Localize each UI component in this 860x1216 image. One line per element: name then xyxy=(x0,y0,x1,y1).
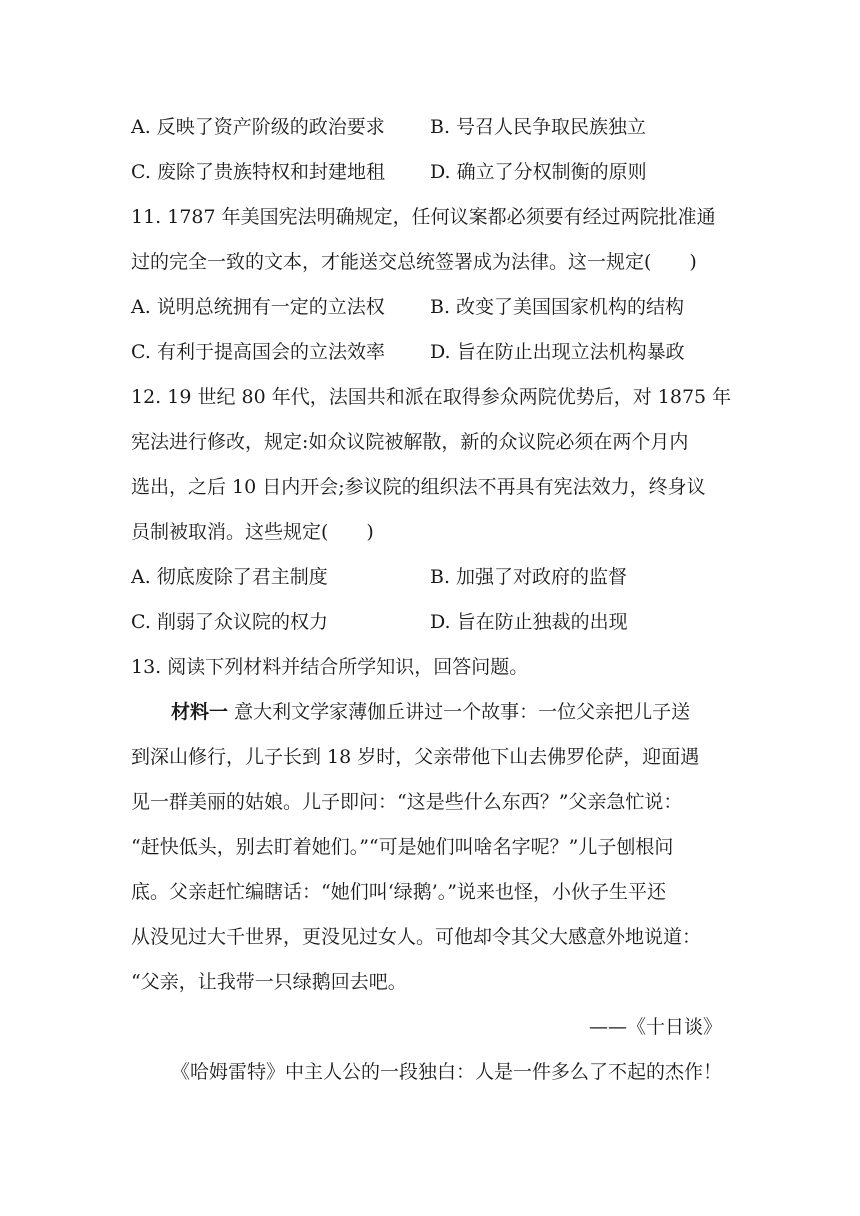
material-text: 意大利文学家薄伽丘讲过一个故事：一位父亲把儿子送 xyxy=(234,701,691,723)
q12-option-a: A. 彻底废除了君主制度 xyxy=(131,566,328,588)
q10-option-b: B. 号召人民争取民族独立 xyxy=(430,116,647,138)
material-label: 材料一 xyxy=(171,701,229,723)
q10-option-d: D. 确立了分权制衡的原则 xyxy=(430,161,647,183)
q13-material-1-line-5: 底。父亲赶忙编瞎话：“她们叫‘绿鹅’。”说来也怪，小伙子生平还 xyxy=(131,881,667,903)
q13-material-1-line-4: “赶快低头，别去盯着她们。”“可是她们叫啥名字呢？”儿子刨根问 xyxy=(131,836,674,858)
q12-stem-line-1: 12. 19 世纪 80 年代，法国共和派在取得参众两院优势后，对 1875 年 xyxy=(131,386,732,408)
q11-option-a: A. 说明总统拥有一定的立法权 xyxy=(131,296,385,318)
q10-option-a: A. 反映了资产阶级的政治要求 xyxy=(131,116,385,138)
q13-material-1-line-7: “父亲，让我带一只绿鹅回去吧。 xyxy=(131,971,407,993)
q12-option-b: B. 加强了对政府的监督 xyxy=(430,566,628,588)
q13-material-1-line-6: 从没见过大千世界，更没见过女人。可他却令其父大感意外地说道： xyxy=(131,926,702,948)
q13-material-1-line-2: 到深山修行，儿子长到 18 岁时，父亲带他下山去佛罗伦萨，迎面遇 xyxy=(131,746,700,768)
q13-material-1-line-3: 见一群美丽的姑娘。儿子即问：“这是些什么东西？”父亲急忙说： xyxy=(131,791,683,813)
q10-option-c: C. 废除了贵族特权和封建地租 xyxy=(131,161,385,183)
q12-stem-line-2: 宪法进行修改，规定:如众议院被解散，新的众议院必须在两个月内 xyxy=(131,431,689,453)
q11-stem-line-1: 11. 1787 年美国宪法明确规定，任何议案都必须要有经过两院批准通 xyxy=(131,206,716,228)
q11-option-c: C. 有利于提高国会的立法效率 xyxy=(131,341,385,363)
q13-material-1-source: ——《十日谈》 xyxy=(588,1016,722,1038)
q11-stem-line-2: 过的完全一致的文本，才能送交总统签署成为法律。这一规定( ) xyxy=(131,251,697,273)
q12-stem-line-3: 选出，之后 10 日内开会;参议院的组织法不再具有宪法效力，终身议 xyxy=(131,476,706,498)
q13-stem: 13. 阅读下列材料并结合所学知识，回答问题。 xyxy=(131,656,529,678)
q11-option-d: D. 旨在防止出现立法机构暴政 xyxy=(430,341,685,363)
q12-stem-line-4: 员制被取消。这些规定( ) xyxy=(131,521,374,543)
q13-material-1-line-1 xyxy=(171,699,690,725)
q13-material-1-line-8: 《哈姆雷特》中主人公的一段独白：人是一件多么了不起的杰作！ xyxy=(171,1061,723,1083)
q11-option-b: B. 改变了美国国家机构的结构 xyxy=(430,296,685,318)
q12-option-c: C. 削弱了众议院的权力 xyxy=(131,611,328,633)
q12-option-d: D. 旨在防止独裁的出现 xyxy=(430,611,628,633)
